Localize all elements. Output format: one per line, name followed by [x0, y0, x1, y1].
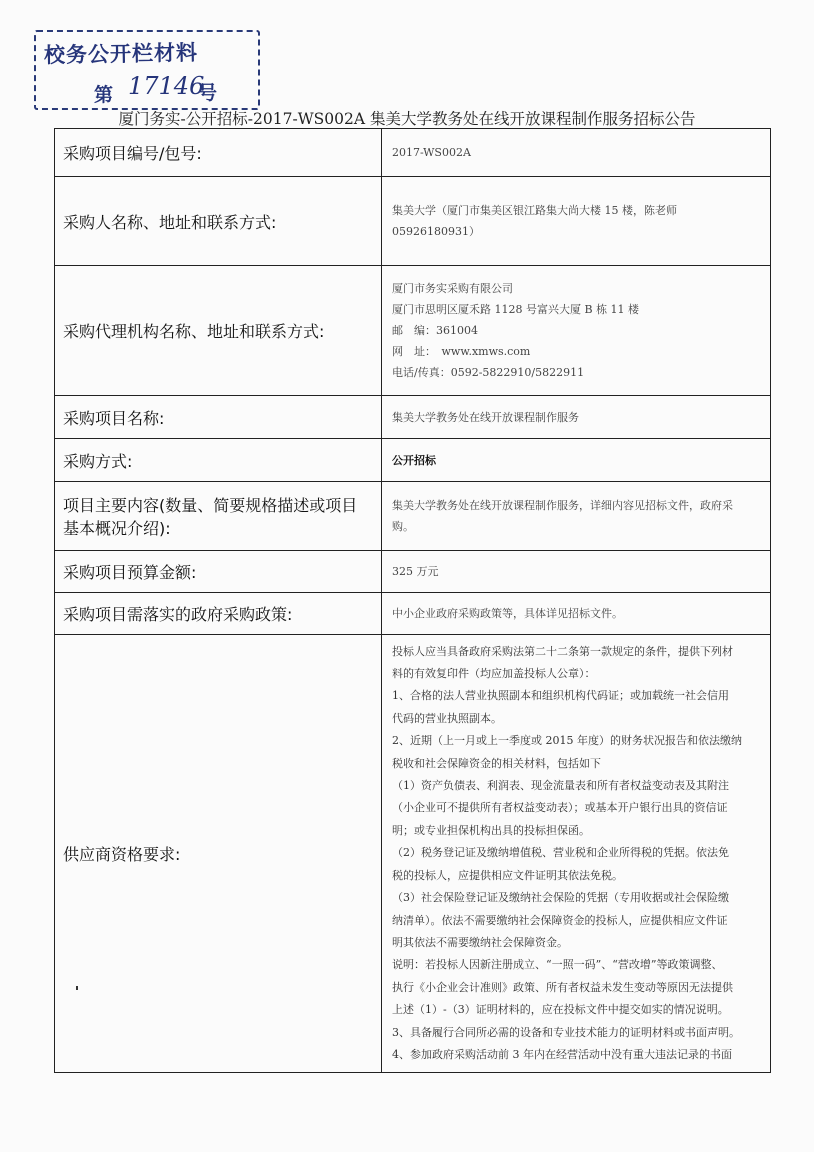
row-label: 采购项目预算金额:	[55, 551, 382, 593]
table-row	[55, 635, 771, 1073]
row-value	[382, 439, 771, 482]
value-line: 税收和社会保障资金的相关材料，包括如下	[392, 756, 601, 770]
row-label: 采购项目需落实的政府采购政策:	[55, 593, 382, 635]
stamp-number-suffix: 号	[198, 82, 218, 104]
value-line: 05926180931）	[392, 225, 480, 238]
value-line: 电话/传真：0592-5822910/5822911	[392, 366, 585, 379]
document-title: 厦门务实-公开招标-2017-WS002A 集美大学教务处在线开放课程制作服务招标公告	[118, 110, 696, 128]
table-row	[55, 593, 771, 635]
stamp-number-prefix: 第	[94, 84, 114, 106]
row-label: 采购方式:	[55, 439, 382, 482]
value-line: 2、近期（上一月或上一季度或 2015 年度）的财务状况报告和依法缴纳	[392, 734, 742, 748]
table-row	[55, 266, 771, 396]
value-line: 集美大学教务处在线开放课程制作服务	[392, 410, 579, 424]
value-line: 邮 编：361004	[392, 324, 478, 337]
value-line: 说明：若投标人因新注册成立、“一照一码”、“营改增”等政策调整、	[392, 958, 723, 972]
row-label: 供应商资格要求:	[55, 635, 382, 1073]
row-label: 采购项目编号/包号:	[55, 129, 382, 177]
value-line: 厦门市思明区厦禾路 1128 号富兴大厦 B 栋 11 楼	[392, 303, 640, 316]
archive-stamp	[34, 30, 260, 110]
row-value	[382, 593, 771, 635]
row-value	[382, 551, 771, 593]
row-label: 项目主要内容(数量、简要规格描述或项目基本概况介绍):	[55, 482, 382, 551]
value-line: 2017-WS002A	[392, 146, 471, 159]
row-value	[382, 635, 771, 1073]
value-line: 3、具备履行合同所必需的设备和专业技术能力的证明材料或书面声明。	[392, 1025, 740, 1039]
value-line: 4、参加政府采购活动前 3 年内在经营活动中没有重大违法记录的书面	[392, 1047, 732, 1061]
row-value	[382, 482, 771, 551]
row-value	[382, 396, 771, 439]
announcement-table	[54, 128, 771, 1073]
value-line: 325 万元	[392, 565, 439, 578]
value-line: 公开招标	[392, 453, 436, 467]
row-value	[382, 177, 771, 266]
value-line: 明；或专业担保机构出具的投标担保函。	[392, 823, 590, 837]
value-line: 1、合格的法人营业执照副本和组织机构代码证；或加载统一社会信用	[392, 689, 729, 703]
table-row	[55, 129, 771, 177]
table-row	[55, 551, 771, 593]
row-value	[382, 266, 771, 396]
table-row	[55, 439, 771, 482]
value-line: （小企业可不提供所有者权益变动表）；或基本开户银行出具的资信证	[392, 801, 728, 815]
value-line: 集美大学教务处在线开放课程制作服务，详细内容见招标文件，政府采	[392, 499, 733, 512]
stamp-title: 校务公开栏材料	[43, 39, 199, 68]
value-line: 纳清单）。依法不需要缴纳社会保障资金的投标人，应提供相应文件证	[392, 913, 728, 927]
value-line: 集美大学（厦门市集美区银江路集大尚大楼 15 楼，陈老师	[392, 204, 677, 217]
table-row	[55, 396, 771, 439]
value-line: 中小企业政府采购政策等，具体详见招标文件。	[392, 607, 623, 620]
value-line: 厦门市务实采购有限公司	[392, 282, 513, 295]
value-line: （1）资产负债表、利润表、现金流量表和所有者权益变动表及其附注	[392, 779, 729, 793]
value-line: 明其依法不需要缴纳社会保障资金。	[392, 935, 568, 949]
value-line: 税的投标人，应提供相应文件证明其依法免税。	[392, 868, 623, 882]
row-label: 采购人名称、地址和联系方式:	[55, 177, 382, 266]
value-line: （2）税务登记证及缴纳增值税、营业税和企业所得税的凭据。依法免	[392, 846, 729, 860]
value-line: 购。	[392, 520, 414, 533]
table-row	[55, 177, 771, 266]
value-line: 料的有效复印件（均应加盖投标人公章）：	[392, 667, 596, 681]
row-value	[382, 129, 771, 177]
value-line: 上述（1）-（3）证明材料的，应在投标文件中提交如实的情况说明。	[392, 1003, 729, 1017]
value-line: 代码的营业执照副本。	[392, 711, 502, 725]
value-line: （3）社会保险登记证及缴纳社会保险的凭据（专用收据或社会保险缴	[392, 891, 729, 905]
row-label: 采购项目名称:	[55, 396, 382, 439]
value-line: 执行《小企业会计准则》政策、所有者权益未发生变动等原因无法提供	[392, 980, 733, 994]
scan-speck	[76, 986, 78, 990]
value-line: 投标人应当具备政府采购法第二十二条第一款规定的条件，提供下列材	[392, 644, 733, 658]
table-row	[55, 482, 771, 551]
value-line: 网 址： www.xmws.com	[392, 345, 531, 358]
row-label: 采购代理机构名称、地址和联系方式:	[55, 266, 382, 396]
stamp-number: 17146	[128, 72, 205, 100]
